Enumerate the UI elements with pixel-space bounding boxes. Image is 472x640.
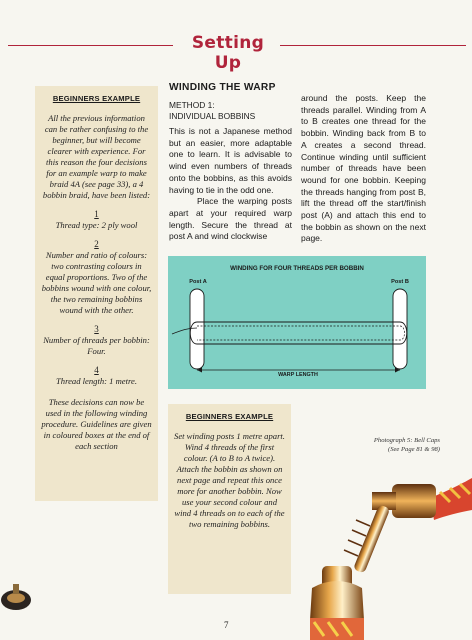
diagram-title: WINDING FOR FOUR THREADS PER BOBBIN	[230, 265, 364, 272]
post-a-label: Post A	[189, 279, 207, 285]
beginners-example-sidebar	[35, 86, 158, 501]
header-rule-right	[280, 45, 466, 46]
post-b-label: Post B	[391, 279, 409, 285]
item-number: 3	[94, 324, 99, 334]
method-line-2: INDIVIDUAL BOBBINS	[169, 111, 256, 121]
caption-line-1: Photograph 5: Bell Caps	[373, 437, 440, 444]
sidebar-item	[41, 239, 152, 316]
item-text: Number and ratio of colours: two contrasting colours in equal proportions. Two of the bobbins wound with one colour, the two remaining bobbins wound with the other.	[41, 250, 152, 315]
item-text: Thread type: 2 ply wool	[55, 220, 138, 230]
sidebar-item	[41, 209, 152, 231]
sidebar-item	[41, 365, 152, 387]
post-b-shape	[393, 289, 407, 369]
item-number: 4	[94, 365, 99, 375]
article-column-2	[301, 93, 426, 245]
post-a-shape	[190, 289, 204, 369]
sidebar-outro: These decisions can now be used in the following winding procedure. Guidelines are given in coloured boxes at the end of each section	[41, 397, 152, 451]
sidebar-heading: BEGINNERS EXAMPLE	[52, 94, 141, 103]
page-number: 7	[224, 620, 229, 630]
article-paragraph: around the posts. Keep the threads parallel. Winding from A to B creates one thread for the bobbin. Winding back from B to A creates a second thread. Continue winding until sufficient number of threads have been wound for one bobbin. Keeping the threads hanging from post B, lift the thread off the start/finish post (A) and attach this end to the bobbin as shown on the next page.	[301, 93, 426, 244]
warp-loop-inner	[197, 326, 405, 340]
page-title: Setting Up	[191, 33, 265, 73]
warp-diagram	[168, 256, 426, 389]
article-paragraph: This is not a Japanese method but an easier, more adaptable one to learn. It is advisable to wind even numbers of threads onto the bobbins, as this avoids having to tie in the odd one.	[169, 126, 292, 195]
warp-loop	[190, 322, 407, 344]
photo-caption	[340, 436, 440, 454]
box-heading: BEGINNERS EXAMPLE	[185, 412, 274, 421]
item-number: 2	[94, 239, 99, 249]
article-paragraph: Place the warping posts apart at your required warp length. Secure the thread at post A and wind clockwise	[169, 196, 292, 242]
bead-photo	[0, 578, 40, 618]
item-text: Number of threads per bobbin: Four.	[43, 335, 150, 356]
method-heading	[169, 100, 255, 122]
item-text: Thread length: 1 metre.	[56, 376, 137, 386]
sidebar-intro: All the previous information can be rather confusing to the beginner, but will become clearer with experience. For this reason the four decisions for an example warp to make braid 4A (see page 33), a 4 bobbin braid, have been listed:	[42, 113, 151, 200]
beginners-example-box	[168, 404, 291, 594]
article-column-1	[169, 126, 292, 243]
item-number: 1	[94, 209, 99, 219]
header-rule-left	[8, 45, 173, 46]
box-text: Set winding posts 1 metre apart. Wind 4 threads of the first colour. (A to B to A twice). Attach the bobbin as shown on next page and repeat this once more for another bobbin. Now use your second colour and wind 4 threads on to each of the two remaining bobbins.	[174, 431, 285, 529]
article-title: WINDING THE WARP	[169, 82, 276, 93]
warp-length-label: WARP LENGTH	[278, 372, 318, 378]
caption-line-2: (See Page 81 & 98)	[388, 446, 440, 453]
bell-caps-photo	[300, 470, 472, 640]
method-line-1: METHOD 1:	[169, 100, 215, 110]
sidebar-item	[41, 324, 152, 357]
